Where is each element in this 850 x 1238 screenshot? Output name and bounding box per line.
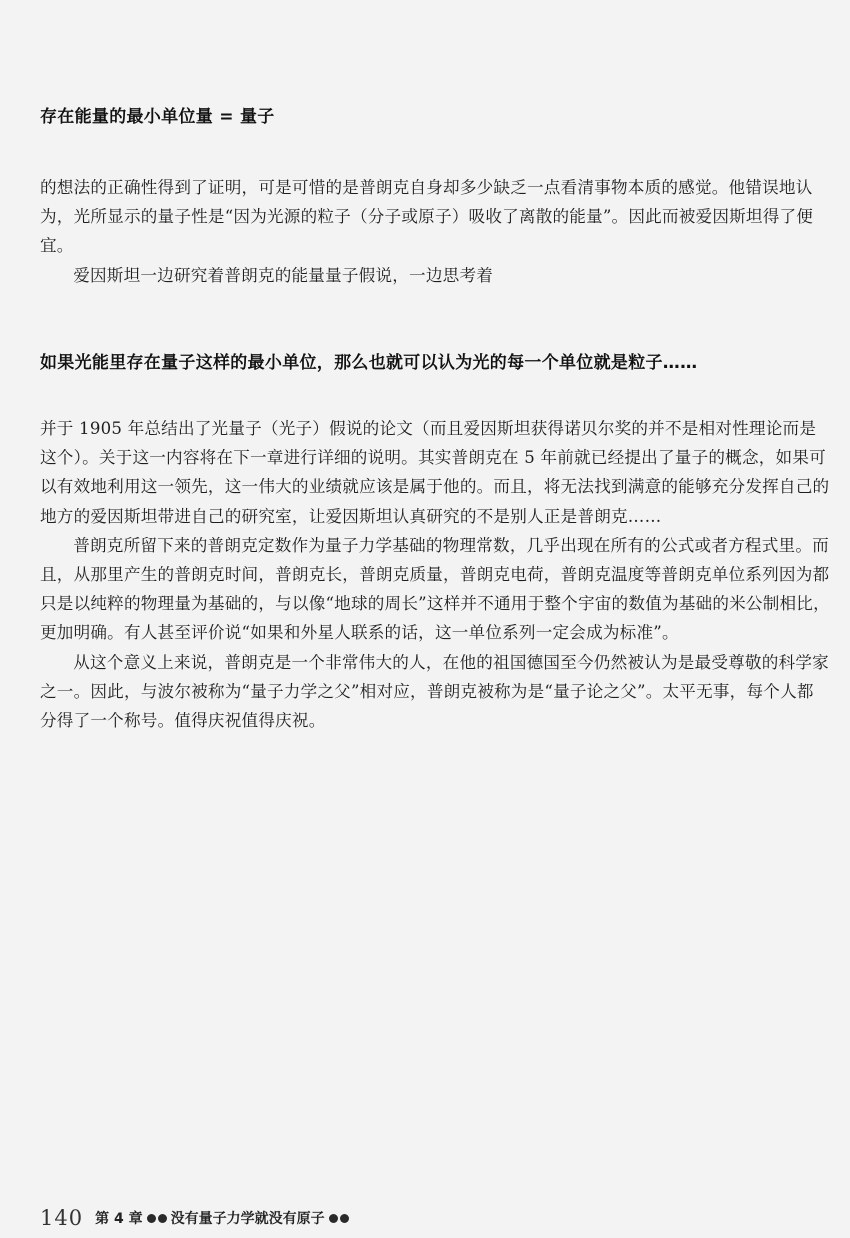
page-footer <box>40 1206 353 1230</box>
paragraph-block-2 <box>40 414 830 735</box>
paragraph-father-of-quantum: 从这个意义上来说，普朗克是一个非常伟大的人，在他的祖国德国至今仍然被认为是最受尊敬的科学家之一。因此，与波尔被称为“量子力学之父”相对应，普朗克被称为是“量子论之父”。太平无事，每个人都分得了一个称号。值得庆祝值得庆祝。 <box>40 652 829 731</box>
paragraph-planck-units: 普朗克所留下来的普朗克定数作为量子力学基础的物理常数，几乎出现在所有的公式或者方程式里。而且，从那里产生的普朗克时间，普朗克长，普朗克质量，普朗克电荷，普朗克温度等普朗克单位系列因为都只是以纯粹的物理量为基础的，与以像“地球的周长”这样并不通用于整个宇宙的数值为基础的米公制相比，更加明确。有人甚至评价说“如果和外星人联系的话，这一单位系列一定会成为标准”。 <box>40 535 830 643</box>
bullet-dots-icon <box>328 1214 350 1223</box>
page-number: 140 <box>40 1206 84 1230</box>
paragraph-block-1 <box>40 173 830 290</box>
paragraph-einstein-thinking: 爱因斯坦一边研究着普朗克的能量量子假说，一边思考着 <box>73 265 494 285</box>
key-statement-energy-quantum: 存在能量的最小单位量 = 量子 <box>40 107 275 127</box>
key-statement-light-particle: 如果光能里存在量子这样的最小单位，那么也就可以认为光的每一个单位就是粒子…… <box>40 353 698 373</box>
chapter-label: 第 4 章 <box>95 1211 143 1227</box>
bullet-dots-icon <box>146 1214 168 1223</box>
paragraph-photon-hypothesis: 并于 1905 年总结出了光量子（光子）假说的论文（而且爱因斯坦获得诺贝尔奖的并不是相对性理论而是这个）。关于这一内容将在下一章进行详细的说明。其实普朗克在 5 年前就已经提出了量子的概念，如果可以有效地利用这一领先，这一伟大的业绩就应该是属于他的。而且，将无法找到满意的能够充分发挥自己的地方的爱因斯坦带进自己的研究室，让爱因斯坦认真研究的不是别人正是普朗克…… <box>40 419 830 526</box>
chapter-title: 没有量子力学就没有原子 <box>170 1211 325 1227</box>
paragraph-planck-error: 的想法的正确性得到了证明，可是可惜的是普朗克自身却多少缺乏一点看清事物本质的感觉。他错误地认为，光所显示的量子性是“因为光源的粒子（分子或原子）吸收了离散的能量”。因此而被爱因斯坦得了便宜。 <box>40 178 814 256</box>
